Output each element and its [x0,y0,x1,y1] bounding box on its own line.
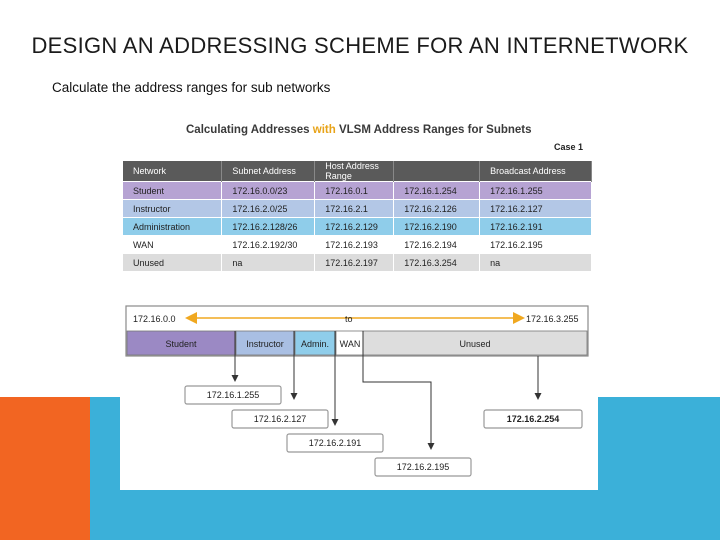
cell-network: Student [123,182,222,200]
range-start-label: 172.16.0.0 [133,314,176,324]
cell-broadcast: 172.16.2.195 [480,236,592,254]
callout-instructor: 172.16.2.127 [253,414,307,424]
cell-network: WAN [123,236,222,254]
cell-broadcast: na [480,254,592,272]
segment-label-student: Student [165,339,197,349]
header-network: Network [123,161,222,182]
cell-host-first: 172.16.2.1 [315,200,394,218]
cell-host-first: 172.16.2.193 [315,236,394,254]
cell-host-first: 172.16.2.197 [315,254,394,272]
range-end-label: 172.16.3.255 [526,314,579,324]
cell-broadcast: 172.16.1.255 [480,182,592,200]
callout-admin: 172.16.2.191 [308,438,362,448]
case-label: Case 1 [554,142,584,152]
header-host-address-range: Host Address Range [315,161,394,182]
segment-label-instructor: Instructor [246,339,284,349]
cell-host-last: 172.16.2.190 [394,218,480,236]
cell-subnet: 172.16.2.128/26 [222,218,315,236]
cell-network: Administration [123,218,222,236]
cell-subnet: 172.16.0.0/23 [222,182,315,200]
slide-title: DESIGN AN ADDRESSING SCHEME FOR AN INTERNETWORK [31,33,689,58]
segment-label-wan: WAN [339,339,361,349]
cell-broadcast: 172.16.2.127 [480,200,592,218]
segment-label-unused: Unused [459,339,491,349]
header-broadcast-address: Broadcast Address [480,161,592,182]
cell-network: Instructor [123,200,222,218]
cell-host-last: 172.16.2.194 [394,236,480,254]
cell-subnet: 172.16.2.192/30 [222,236,315,254]
cell-network: Unused [123,254,222,272]
cell-broadcast: 172.16.2.191 [480,218,592,236]
callout-unused: 172.16.2.254 [506,414,560,424]
cell-host-first: 172.16.2.129 [315,218,394,236]
cell-host-last: 172.16.3.254 [394,254,480,272]
cell-subnet: 172.16.2.0/25 [222,200,315,218]
figure-title-part2: VLSM Address Ranges for Subnets [335,124,532,136]
cell-host-last: 172.16.2.126 [394,200,480,218]
callout-wan: 172.16.2.195 [396,462,450,472]
cell-subnet: na [222,254,315,272]
header-subnet-address: Subnet Address [222,161,315,182]
slide-subtitle: Calculate the address ranges for sub networks [52,80,331,95]
segment-label-admin: Admin. [300,339,330,349]
range-to-label: to [345,314,353,324]
figure-title-part1: Calculating Addresses [186,124,313,136]
figure-title-with: with [312,124,336,136]
cell-host-last: 172.16.1.254 [394,182,480,200]
callout-student: 172.16.1.255 [206,390,260,400]
cell-host-first: 172.16.0.1 [315,182,394,200]
